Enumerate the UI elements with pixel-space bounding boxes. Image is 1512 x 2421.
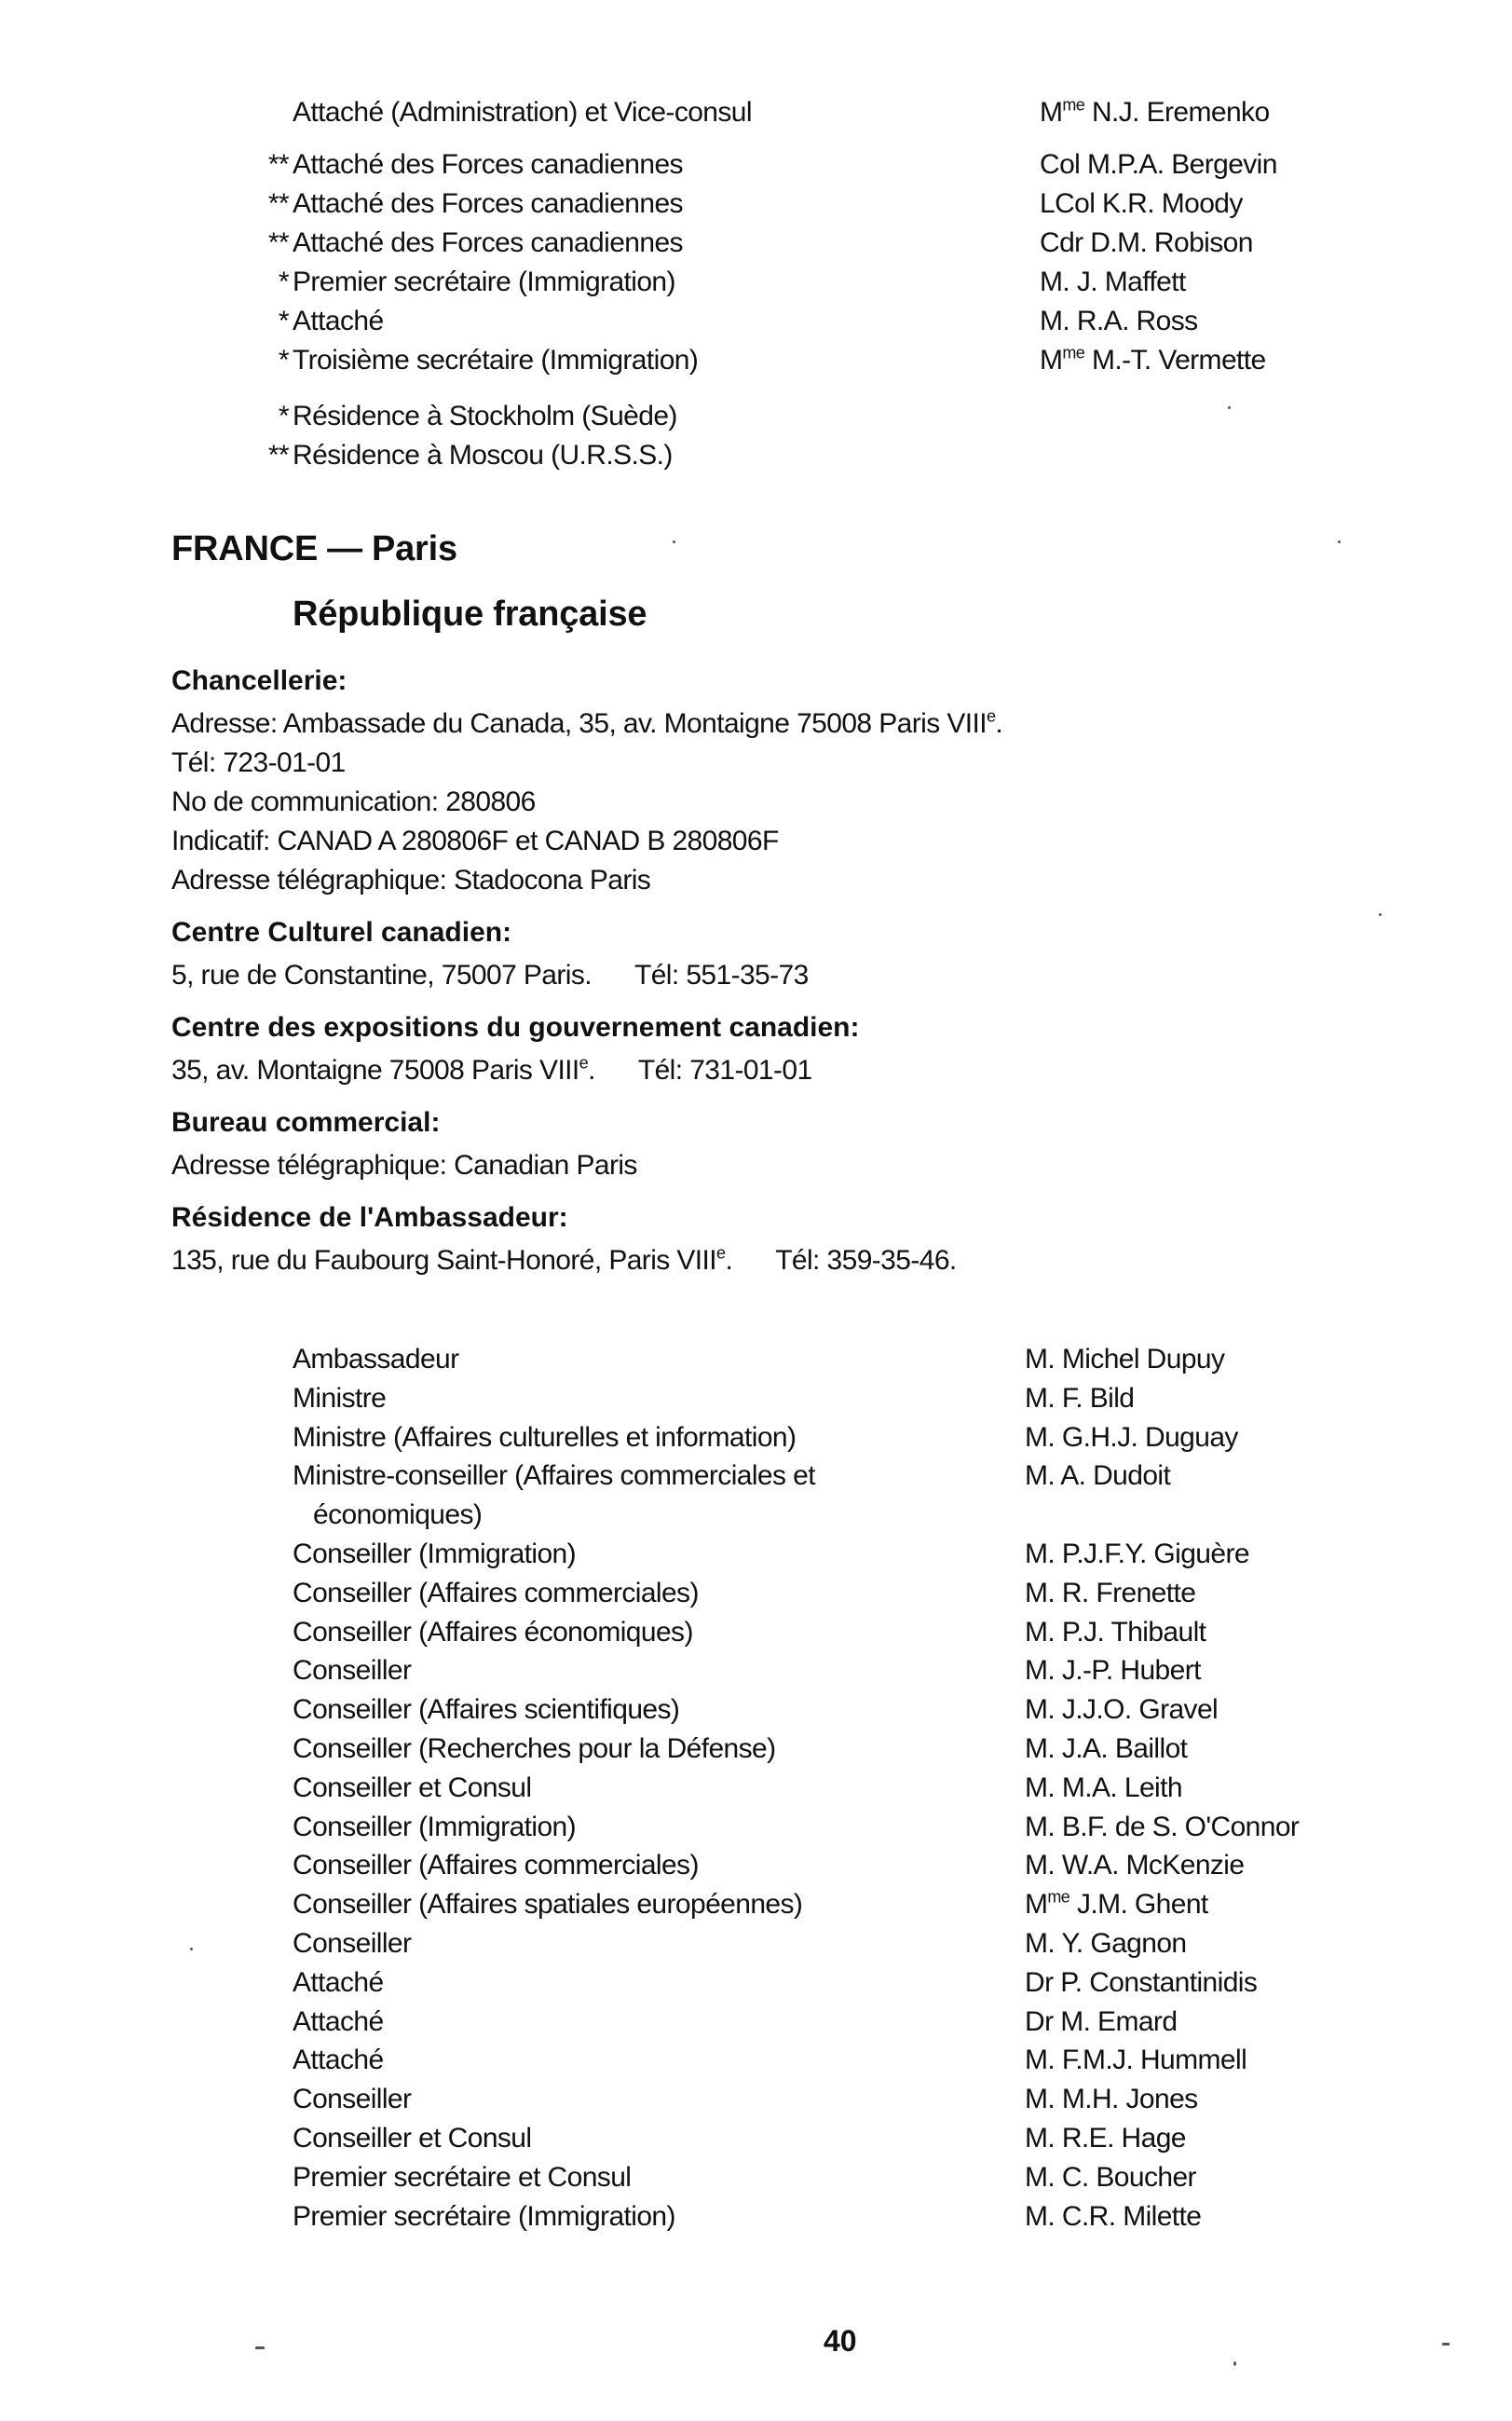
scan-speck	[1442, 2343, 1450, 2346]
staff-name: M. R.A. Ross	[1040, 306, 1198, 336]
centre-expositions-label: Centre des expositions du gouvernement canadien:	[171, 1012, 860, 1043]
staff-role: Conseiller (Affaires économiques)	[293, 1616, 693, 1648]
chancellerie-comm: No de communication: 280806	[171, 786, 536, 817]
staff-row	[293, 2080, 1457, 2119]
scan-speck	[190, 1948, 193, 1950]
staff-role: Ministre (Affaires culturelles et information)	[293, 1421, 797, 1453]
bureau-commercial-telegraph: Adresse télégraphique: Canadian Paris	[171, 1150, 637, 1181]
staff-role: Attaché	[293, 1966, 384, 1998]
staff-row	[293, 1379, 1457, 1418]
footnote-marker: *	[278, 345, 289, 376]
chancellerie-tel: Tél: 723-01-01	[171, 747, 346, 778]
staff-name: M. C.R. Milette	[1025, 2200, 1202, 2232]
staff-row	[293, 2119, 1457, 2158]
footnote-marker: **	[267, 227, 289, 258]
heading-dash: —	[327, 529, 362, 568]
staff-role: Conseiller (Immigration)	[293, 1811, 577, 1842]
republic-heading: République française	[293, 595, 647, 634]
staff-row	[231, 224, 1396, 263]
staff-role: Conseiller et Consul	[293, 2122, 532, 2154]
chancellery-section	[171, 662, 1383, 1280]
staff-role: Attaché	[293, 2005, 384, 2037]
scan-speck	[255, 2346, 265, 2349]
staff-name: M. J.J.O. Gravel	[1025, 1694, 1219, 1726]
staff-role: Conseiller	[293, 2084, 412, 2115]
staff-row	[293, 1340, 1457, 1379]
scan-speck	[1338, 540, 1341, 543]
staff-row	[293, 2197, 1457, 2236]
staff-name: M. W.A. McKenzie	[1025, 1850, 1245, 1881]
footnote-marker: **	[267, 440, 289, 471]
staff-row	[293, 1730, 1457, 1769]
staff-role: Attaché des Forces canadiennes	[293, 149, 683, 180]
page-number: 40	[824, 2324, 857, 2358]
residence-address: 135, rue du Faubourg Saint-Honoré, Paris VIIIe. Tél: 359-35-46.	[171, 1243, 957, 1276]
staff-row	[231, 185, 1396, 224]
staff-name: M. P.J. Thibault	[1025, 1616, 1206, 1648]
staff-role: Conseiller (Recherches pour la Défense)	[293, 1732, 776, 1764]
staff-name: M. R. Frenette	[1025, 1577, 1196, 1608]
staff-name: M. Michel Dupuy	[1025, 1344, 1225, 1375]
centre-culturel-label: Centre Culturel canadien:	[171, 917, 512, 948]
staff-name: M. G.H.J. Duguay	[1025, 1421, 1238, 1453]
staff-name: $M^{me}$ J.M. Ghent	[1025, 1887, 1208, 1921]
staff-row	[231, 263, 1396, 302]
scan-speck	[673, 540, 675, 543]
footnote-marker: *	[278, 401, 289, 431]
staff-name: M. J. Maffett	[1040, 267, 1186, 297]
chancellerie-telegraph: Adresse télégraphique: Stadocona Paris	[171, 865, 651, 896]
bureau-commercial-label: Bureau commercial:	[171, 1107, 441, 1138]
staff-row	[293, 1574, 1457, 1613]
staff-role: Conseiller	[293, 1655, 412, 1687]
city-name: Paris	[371, 529, 457, 568]
staff-role: Troisième secrétaire (Immigration)	[293, 345, 699, 376]
staff-role: Attaché	[293, 2045, 384, 2076]
footnote-marker: *	[278, 267, 289, 297]
staff-row	[231, 302, 1396, 341]
staff-role: Conseiller (Affaires commerciales)	[293, 1577, 699, 1608]
staff-name: $M^{me}$ M.-T. Vermette	[1040, 343, 1266, 376]
staff-row	[293, 2041, 1457, 2080]
staff-name: M. B.F. de S. O'Connor	[1025, 1811, 1300, 1842]
previous-mission-staff	[231, 93, 1396, 475]
staff-role: Attaché	[293, 306, 384, 336]
staff-name: Col M.P.A. Bergevin	[1040, 149, 1277, 180]
staff-role: Attaché des Forces canadiennes	[293, 188, 683, 219]
staff-row	[293, 1651, 1457, 1690]
staff-row	[293, 1924, 1457, 1963]
staff-name: Dr P. Constantinidis	[1025, 1966, 1258, 1998]
staff-role: Ministre	[293, 1382, 387, 1414]
footnote-marker: **	[267, 149, 289, 180]
footnote-marker: *	[278, 306, 289, 336]
staff-name: M. F. Bild	[1025, 1382, 1135, 1414]
staff-row	[231, 93, 1396, 132]
staff-row-continuation	[293, 1496, 1457, 1535]
staff-row	[293, 2003, 1457, 2042]
staff-row	[293, 1535, 1457, 1574]
staff-name: Dr M. Emard	[1025, 2005, 1178, 2037]
staff-row	[293, 1846, 1457, 1885]
staff-row	[231, 341, 1396, 380]
footnote-text: Résidence à Stockholm (Suède)	[293, 401, 677, 431]
staff-row	[293, 1808, 1457, 1847]
centre-expositions-address: 35, av. Montaigne 75008 Paris VIIIe. Tél: 731-01-01	[171, 1053, 812, 1086]
chancellerie-indicatif: Indicatif: CANAD A 280806F et CANAD B 280806F	[171, 826, 779, 856]
staff-role: Conseiller (Affaires spatiales européennes)	[293, 1889, 803, 1921]
staff-role: Conseiller (Immigration)	[293, 1538, 577, 1569]
staff-name: M. M.A. Leith	[1025, 1771, 1182, 1803]
staff-role: Conseiller (Affaires commerciales)	[293, 1850, 699, 1881]
footnote	[231, 436, 1396, 475]
staff-role: Premier secrétaire et Consul	[293, 2161, 632, 2193]
staff-row	[293, 1690, 1457, 1730]
chancellerie-label: Chancellerie:	[171, 665, 347, 696]
staff-name: M. C. Boucher	[1025, 2161, 1196, 2193]
staff-role: Conseiller et Consul	[293, 1771, 532, 1803]
staff-name: $M^{me}$ N.J. Eremenko	[1040, 95, 1270, 128]
footnote-marker: **	[267, 188, 289, 219]
staff-name: M. P.J.F.Y. Giguère	[1025, 1538, 1249, 1569]
staff-role: Conseiller (Affaires scientifiques)	[293, 1694, 680, 1726]
staff-role: Premier secrétaire (Immigration)	[293, 2200, 675, 2232]
staff-name: LCol K.R. Moody	[1040, 188, 1243, 219]
staff-row	[231, 145, 1396, 185]
staff-row	[293, 1457, 1457, 1496]
staff-row	[293, 1963, 1457, 2003]
residence-label: Résidence de l'Ambassadeur:	[171, 1202, 568, 1233]
staff-row	[293, 1769, 1457, 1808]
staff-name: M. R.E. Hage	[1025, 2122, 1186, 2154]
scan-speck	[1233, 2361, 1236, 2366]
staff-name: M. J.-P. Hubert	[1025, 1655, 1201, 1687]
staff-row	[293, 2158, 1457, 2197]
staff-name: M. A. Dudoit	[1025, 1460, 1171, 1492]
centre-culturel-address: 5, rue de Constantine, 75007 Paris. Tél: 551-35-73	[171, 960, 809, 991]
staff-role: Ministre-conseiller (Affaires commerciales et	[293, 1460, 815, 1492]
staff-row	[293, 1885, 1457, 1924]
staff-name: Cdr D.M. Robison	[1040, 227, 1253, 258]
country-name: FRANCE	[171, 529, 319, 568]
staff-name: M. F.M.J. Hummell	[1025, 2045, 1247, 2076]
scan-speck	[1228, 406, 1231, 409]
staff-role: économiques)	[313, 1499, 483, 1531]
chancellerie-address: Adresse: Ambassade du Canada, 35, av. Montaigne 75008 Paris VIIIe.	[171, 706, 1003, 739]
country-heading	[171, 529, 457, 569]
staff-name: M. M.H. Jones	[1025, 2084, 1198, 2115]
staff-role: Premier secrétaire (Immigration)	[293, 267, 675, 297]
footnote	[231, 397, 1396, 436]
staff-row	[293, 1418, 1457, 1457]
staff-name: M. J.A. Baillot	[1025, 1732, 1188, 1764]
embassy-staff-list	[293, 1340, 1457, 2236]
footnote-text: Résidence à Moscou (U.R.S.S.)	[293, 440, 673, 471]
scan-speck	[1379, 913, 1382, 916]
staff-name: M. Y. Gagnon	[1025, 1927, 1187, 1959]
staff-row	[293, 1613, 1457, 1652]
staff-role: Attaché (Administration) et Vice-consul	[293, 97, 752, 128]
staff-role: Attaché des Forces canadiennes	[293, 227, 683, 258]
staff-role: Conseiller	[293, 1927, 412, 1959]
staff-role: Ambassadeur	[293, 1344, 459, 1375]
